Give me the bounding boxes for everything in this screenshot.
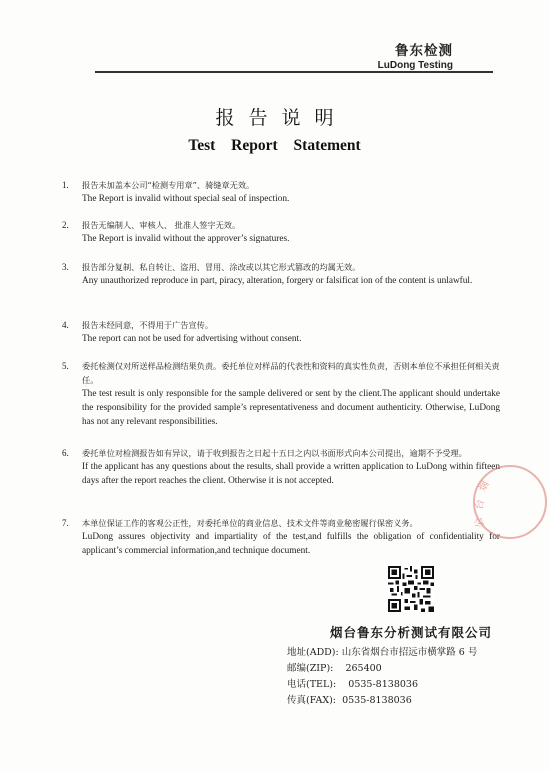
item-text-en: LuDong assures objectivity and impartiality of the test,and fulfills the obligation of confidentiality for applicant’s commercial information,and technique document. (82, 532, 500, 556)
fax-value: 0535-8138036 (342, 695, 412, 706)
company-name: 烟台鲁东分析测试有限公司 (330, 625, 493, 640)
item-number: 2. (62, 220, 69, 230)
item-number: 3. (62, 262, 69, 272)
svg-text:台: 台 (474, 498, 487, 511)
item-text-en: The test result is only responsible for the sample delivered or sent by the client.The applicant should undertake the responsibility for the provided sample’s representativeness and document authenticity. Otherwise, LuDong has not any relevant responsibilities. (82, 389, 500, 427)
item-text-en: The report can not be used for advertising without consent. (82, 334, 302, 344)
fax-label: 传真(FAX): (287, 695, 337, 706)
item-text-cn: 报告部分复制、私自转让、盗用、冒用、涂改或以其它形式篡改的均属无效。 (82, 262, 361, 272)
svg-text:公: 公 (473, 515, 487, 529)
statement-item-3 (62, 260, 500, 288)
header-divider (95, 71, 493, 73)
item-text-en: If the applicant has any questions about the results, shall provide a written application to LuDong within fifteen days after the report reaches the client. Otherwise it is not accepted. (82, 462, 500, 486)
zip-value: 265400 (345, 663, 382, 674)
qr-code (388, 566, 434, 612)
brand-en: LuDong Testing (377, 60, 453, 71)
company-seal-stamp (470, 462, 549, 542)
address-label: 地址(ADD): (287, 647, 339, 658)
statement-item-4 (62, 318, 500, 346)
statement-item-5 (62, 359, 500, 429)
item-text-cn: 报告无编制人、审核人、 批准人签字无效。 (82, 220, 241, 230)
item-number: 5. (62, 361, 69, 371)
title-en: Test Report Statement (188, 137, 361, 154)
zip-label: 邮编(ZIP): (287, 663, 334, 674)
item-number: 6. (62, 448, 69, 458)
address-value: 山东省烟台市招远市横掌路 6 号 (341, 647, 478, 658)
tel-value: 0535-8138036 (348, 679, 418, 690)
statement-item-6 (62, 446, 500, 488)
tel-row (287, 677, 477, 693)
item-text-en: The Report is invalid without special seal of inspection. (82, 194, 290, 204)
item-text-en: The Report is invalid without the approver’s signatures. (82, 234, 290, 244)
company-contact-block (287, 645, 477, 709)
item-text-en: Any unauthorized reproduce in part, piracy, alteration, forgery or falsificat ion of the content is unlawful. (82, 276, 473, 286)
fax-row (287, 693, 477, 709)
svg-text:烟: 烟 (477, 479, 492, 494)
item-text-cn: 报告未经同意，不得用于广告宣传。 (82, 320, 214, 330)
brand-cn: 鲁东检测 (395, 43, 453, 59)
item-number: 7. (62, 518, 69, 528)
statement-item-1 (62, 178, 500, 206)
title-cn: 报告说明 (215, 107, 348, 129)
zip-row (287, 661, 477, 677)
statement-item-2 (62, 218, 500, 246)
item-text-cn: 本单位保证工作的客观公正性，对委托单位的商业信息、技术文件等商业秘密履行保密义务。 (82, 518, 418, 528)
tel-label: 电话(TEL): (287, 679, 337, 690)
item-text-cn: 委托检测仅对所送样品检测结果负责。委托单位对样品的代表性和资料的真实性负责，否则本单位不承担任何相关责任。 (82, 361, 500, 385)
address-row (287, 645, 477, 661)
item-text-cn: 委托单位对检测报告如有异议，请于收到报告之日起十五日之内以书面形式向本公司提出，逾期不予受理。 (82, 448, 467, 458)
header-brand (378, 39, 453, 71)
item-number: 4. (62, 320, 69, 330)
statement-item-7 (62, 516, 500, 558)
item-number: 1. (62, 180, 69, 190)
item-text-cn: 报告未加盖本公司“检测专用章”、骑缝章无效。 (82, 180, 255, 190)
